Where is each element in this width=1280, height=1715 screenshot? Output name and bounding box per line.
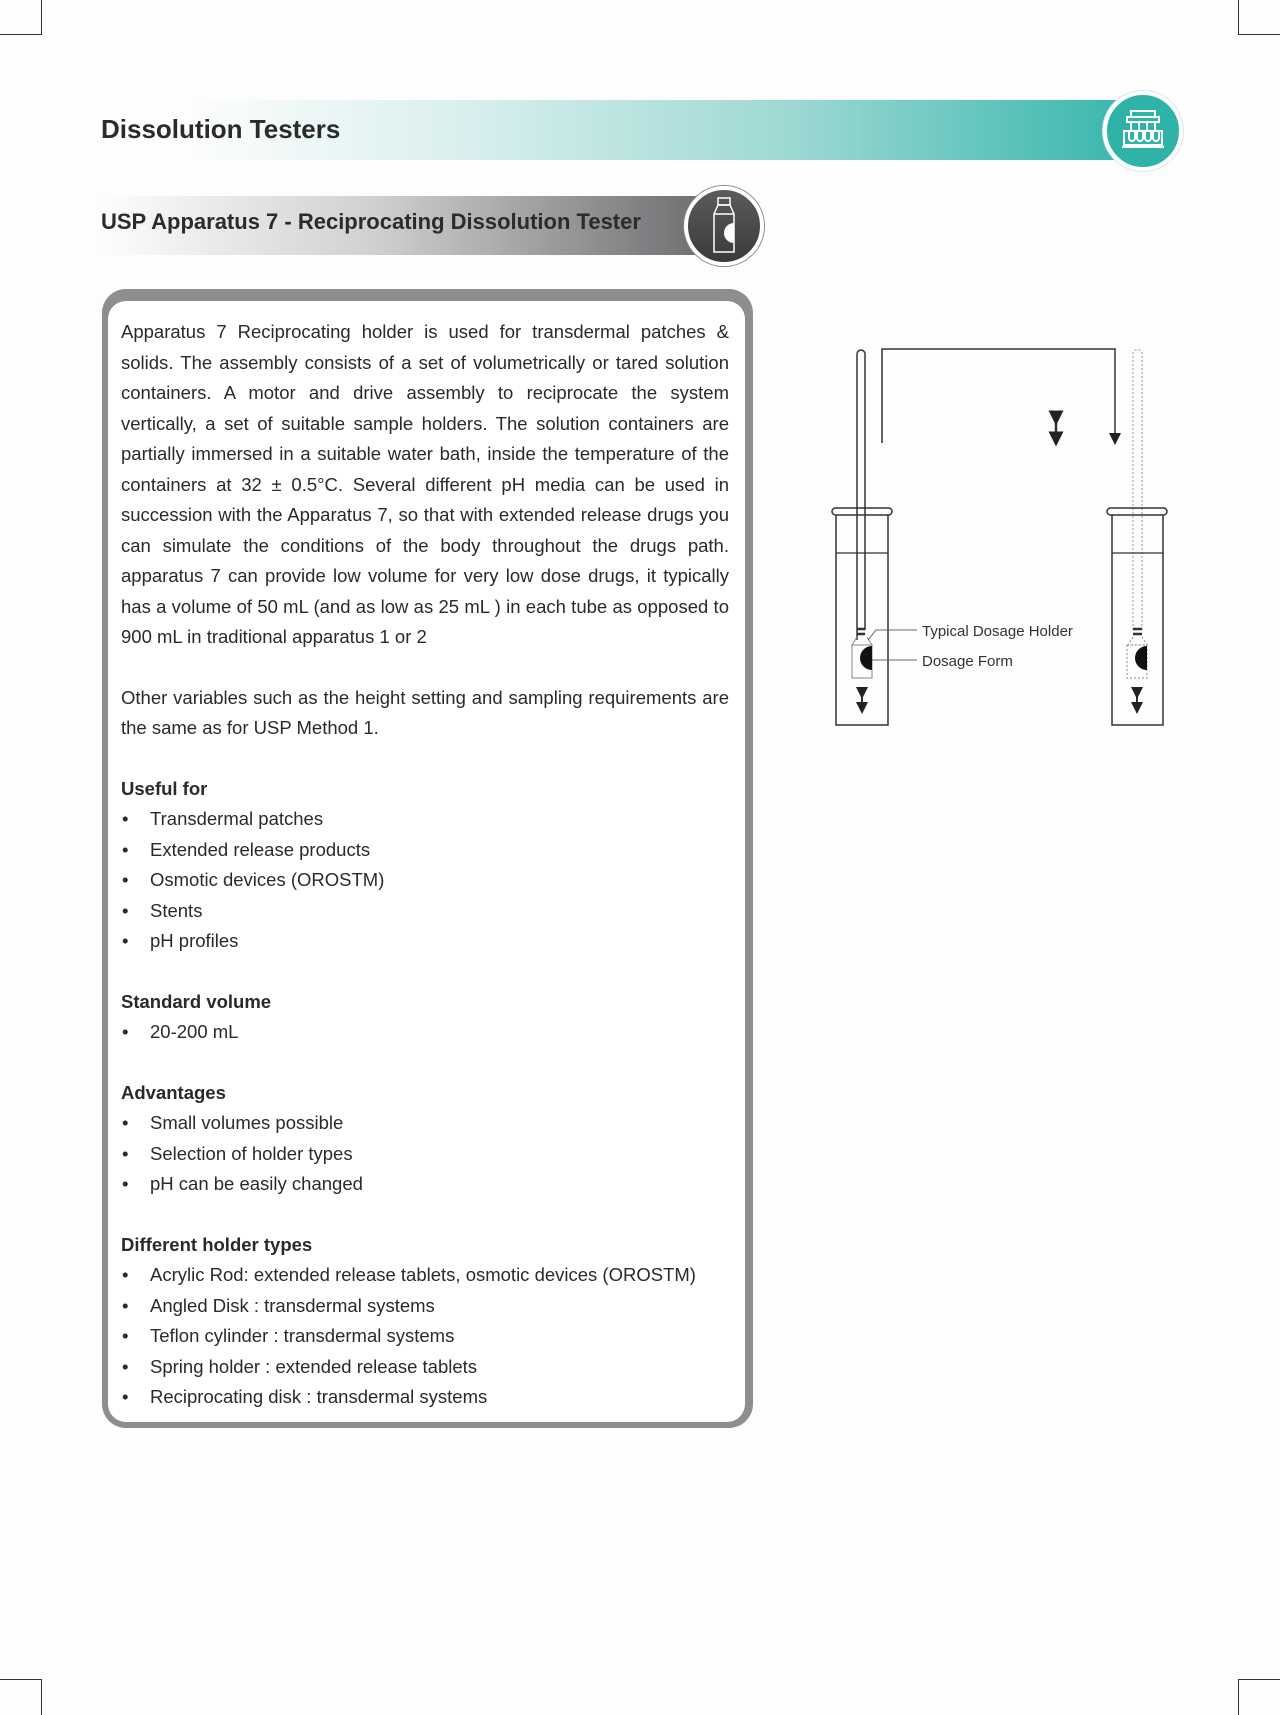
- page-title: Dissolution Testers: [101, 114, 341, 144]
- list-item: • pH can be easily changed: [121, 1169, 729, 1200]
- list-item: • 20-200 mL: [121, 1017, 729, 1048]
- list-item: • Reciprocating disk : transdermal systems: [121, 1382, 729, 1413]
- list-item: • Spring holder : extended release tablets: [121, 1352, 729, 1383]
- right-tube: [1107, 350, 1167, 726]
- list-item: • Small volumes possible: [121, 1108, 729, 1139]
- list-item: • Teflon cylinder : transdermal systems: [121, 1321, 729, 1352]
- down-arrow-icon: [1109, 433, 1121, 445]
- advantages-heading: Advantages: [121, 1081, 226, 1103]
- list-item: • Selection of holder types: [121, 1139, 729, 1170]
- description-paragraph: Other variables such as the height setting and sampling requirements are the same as for USP Method 1.: [121, 686, 729, 738]
- list-item: • Acrylic Rod: extended release tablets, osmotic devices (OROSTM): [121, 1260, 729, 1291]
- label-dosage-form: Dosage Form: [922, 653, 1013, 670]
- dosage-form: [860, 646, 872, 670]
- left-tube: [832, 350, 892, 725]
- useful-for-heading: Useful for: [121, 777, 208, 799]
- description-paragraph: Apparatus 7 Reciprocating holder is used for transdermal patches & solids. The assembly consists of a set of volumetrically or tared solution containers. A motor and drive assembly to reciprocate the system vertically, a set of suitable sample holders. The solution containers are partially immersed in a suitable water bath, inside the temperature of the containers at 32 ± 0.5°C. Several different pH media can be used in succession with the Apparatus 7, so that with extended release drugs you can simulate the conditions of the body throughout the drugs path. apparatus 7 can provide low volume for very low dose drugs, it typically has a volume of 50 mL (and as low as 25 mL ) in each tube as opposed to 900 mL in traditional apparatus 1 or 2: [121, 321, 729, 647]
- label-leader: [868, 630, 917, 660]
- holder-types-heading: Different holder types: [121, 1233, 313, 1255]
- section-title: USP Apparatus 7 - Reciprocating Dissolution Tester: [101, 209, 641, 234]
- list-item: • Transdermal patches: [121, 804, 729, 835]
- list-item: • Extended release products: [121, 835, 729, 866]
- dosage-form: [1135, 646, 1147, 670]
- list-item: • Osmotic devices (OROSTM): [121, 865, 729, 896]
- list-item: • pH profiles: [121, 926, 729, 957]
- transfer-bracket: [882, 349, 1115, 443]
- list-item: • Stents: [121, 896, 729, 927]
- list-item: • Angled Disk : transdermal systems: [121, 1291, 729, 1322]
- label-holder: Typical Dosage Holder: [922, 623, 1073, 640]
- standard-volume-heading: Standard volume: [121, 990, 272, 1012]
